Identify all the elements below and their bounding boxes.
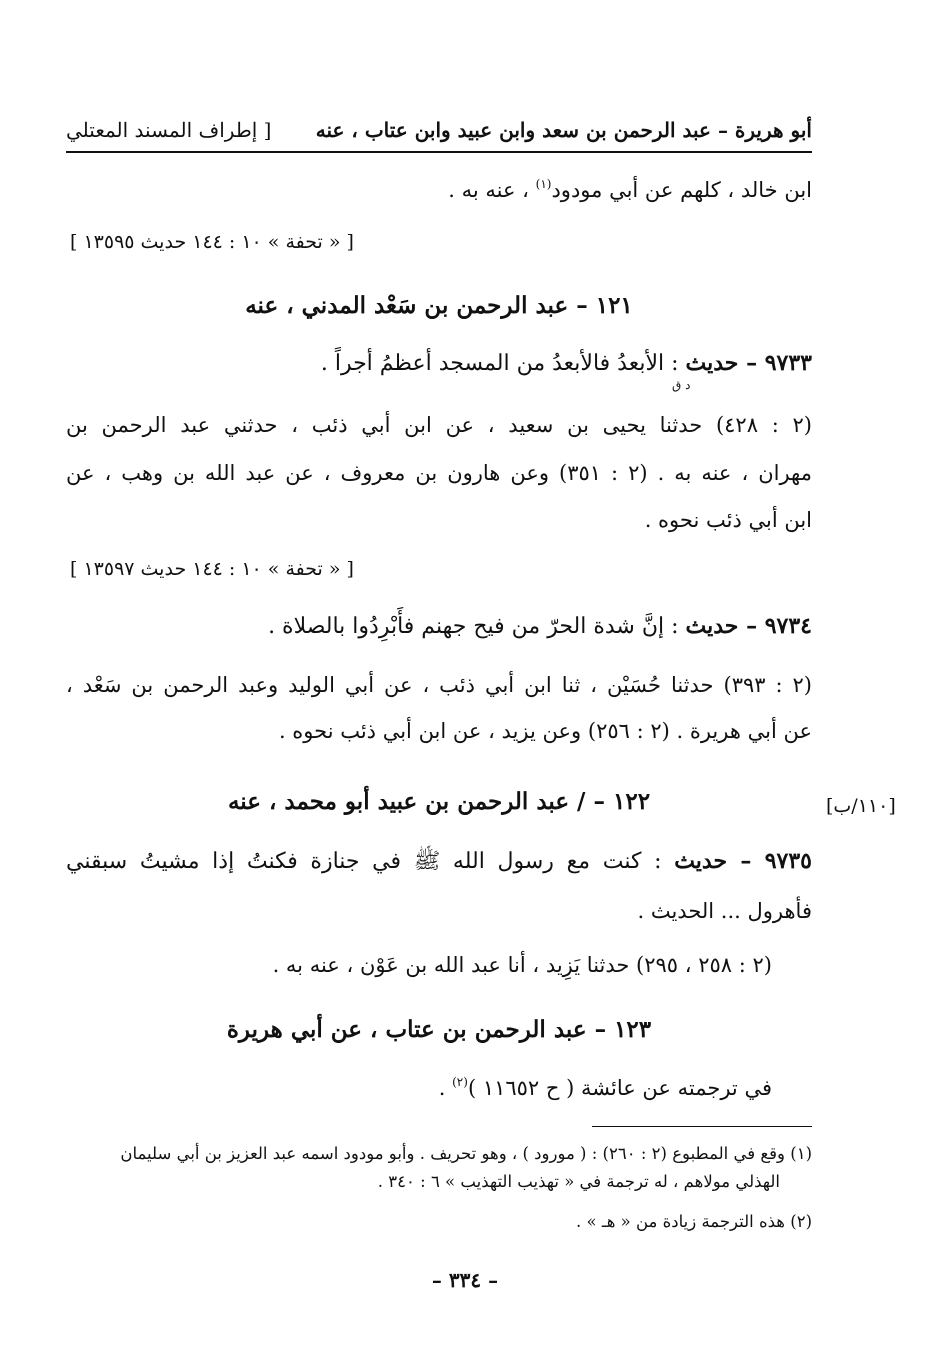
hadith-heading [66,846,812,877]
isnad-line: (٢ : ٣٩٣) حدثنا حُسَيْن ، ثنا ابن أبي ذئب ، عن أبي الوليد وعبد الرحمن بن سَعْد ، [66,673,812,697]
isnad-line: (٢ : ٢٥٨ ، ٢٩٥) حدثنا يَزِيد ، أنا عبد الله بن عَوْن ، عنه به . [272,953,772,977]
isnad-line: ابن أبي ذئب نحوه . [644,508,812,532]
footnote-marker: (١) [535,177,552,191]
header-rule [66,151,812,153]
hadith-heading [66,348,812,379]
isnad-line: مهران ، عنه به . (٢ : ٣٥١) وعن هارون بن معروف ، عن عبد الله بن وهب ، عن [66,461,812,485]
footnote-marker: (٢) [452,1075,468,1089]
hadith-text: : الأبعدُ فالأبعدُ من المسجد أعظمُ أجراً . [320,351,679,376]
manuscript-folio-marker: [١١٠/ب] [826,795,896,817]
section-heading: ١٢٣ – عبد الرحمن بن عتاب ، عن أبي هريرة [226,1016,652,1043]
hadith-number: ٩٧٣٣ – حديث [685,350,812,376]
hadith-text-continued: فأهرول ... الحديث . [637,899,812,923]
page-number: – ٣٣٤ – [431,1268,499,1292]
isnad-line: عن أبي هريرة . (٢ : ٢٥٦) وعن يزيد ، عن ابن أبي ذئب نحوه . [278,719,812,743]
footnote: (٢) هذه الترجمة زيادة من « هـ » . [576,1212,812,1231]
footnote: (١) وقع في المطبوع (٢ : ٢٦٠) : ( مورود ) ، وهو تحريف . وأبو مودود اسمه عبد العزيز بن أبي سليمان [120,1144,812,1163]
header-title: أبو هريرة – عبد الرحمن بن سعد وابن عبيد وابن عتاب ، عنه [315,118,812,142]
narrator-sigla: د ق [672,378,691,392]
section-heading: ١٢٢ – / عبد الرحمن بن عبيد أبو محمد ، عنه [227,788,651,815]
tuhfa-reference: [ « تحفة » ١٠ : ١٤٤ حديث ١٣٥٩٧ ] [70,558,354,580]
footnote-separator [592,1126,812,1127]
running-header [66,118,812,152]
footnote-continued: الهذلي مولاهم ، له ترجمة في « تهذيب التهذيب » ٦ : ٣٤٠ . [377,1172,780,1191]
isnad-line: (٢ : ٤٢٨) حدثنا يحيى بن سعيد ، عن ابن أبي ذئب ، حدثني عبد الرحمن بن [66,413,812,437]
cross-reference-line: في ترجمته عن عائشة ( ح ١١٦٥٢ )$^{(٢)}$ . [438,1075,772,1100]
section-heading: ١٢١ – عبد الرحمن بن سَعْد المدني ، عنه [245,292,633,319]
hadith-number: ٩٧٣٥ – حديث [674,848,812,874]
hadith-text: : كنت مع رسول الله ﷺ في جنازة فكنتُ إذا مشيتُ سبقني [66,849,662,874]
header-book-title: [ إطراف المسند المعتلي [66,118,272,142]
hadith-heading [66,611,812,642]
hadith-number: ٩٧٣٤ – حديث [685,613,812,639]
text-line: ابن خالد ، كلهم عن أبي مودود$^{(١)}$ ، عنه به . [448,177,812,202]
hadith-text: : إنَّ شدة الحرّ من فيح جهنم فأَبْرِدُوا بالصلاة . [268,614,679,639]
tuhfa-reference: [ « تحفة » ١٠ : ١٤٤ حديث ١٣٥٩٥ ] [70,231,354,253]
